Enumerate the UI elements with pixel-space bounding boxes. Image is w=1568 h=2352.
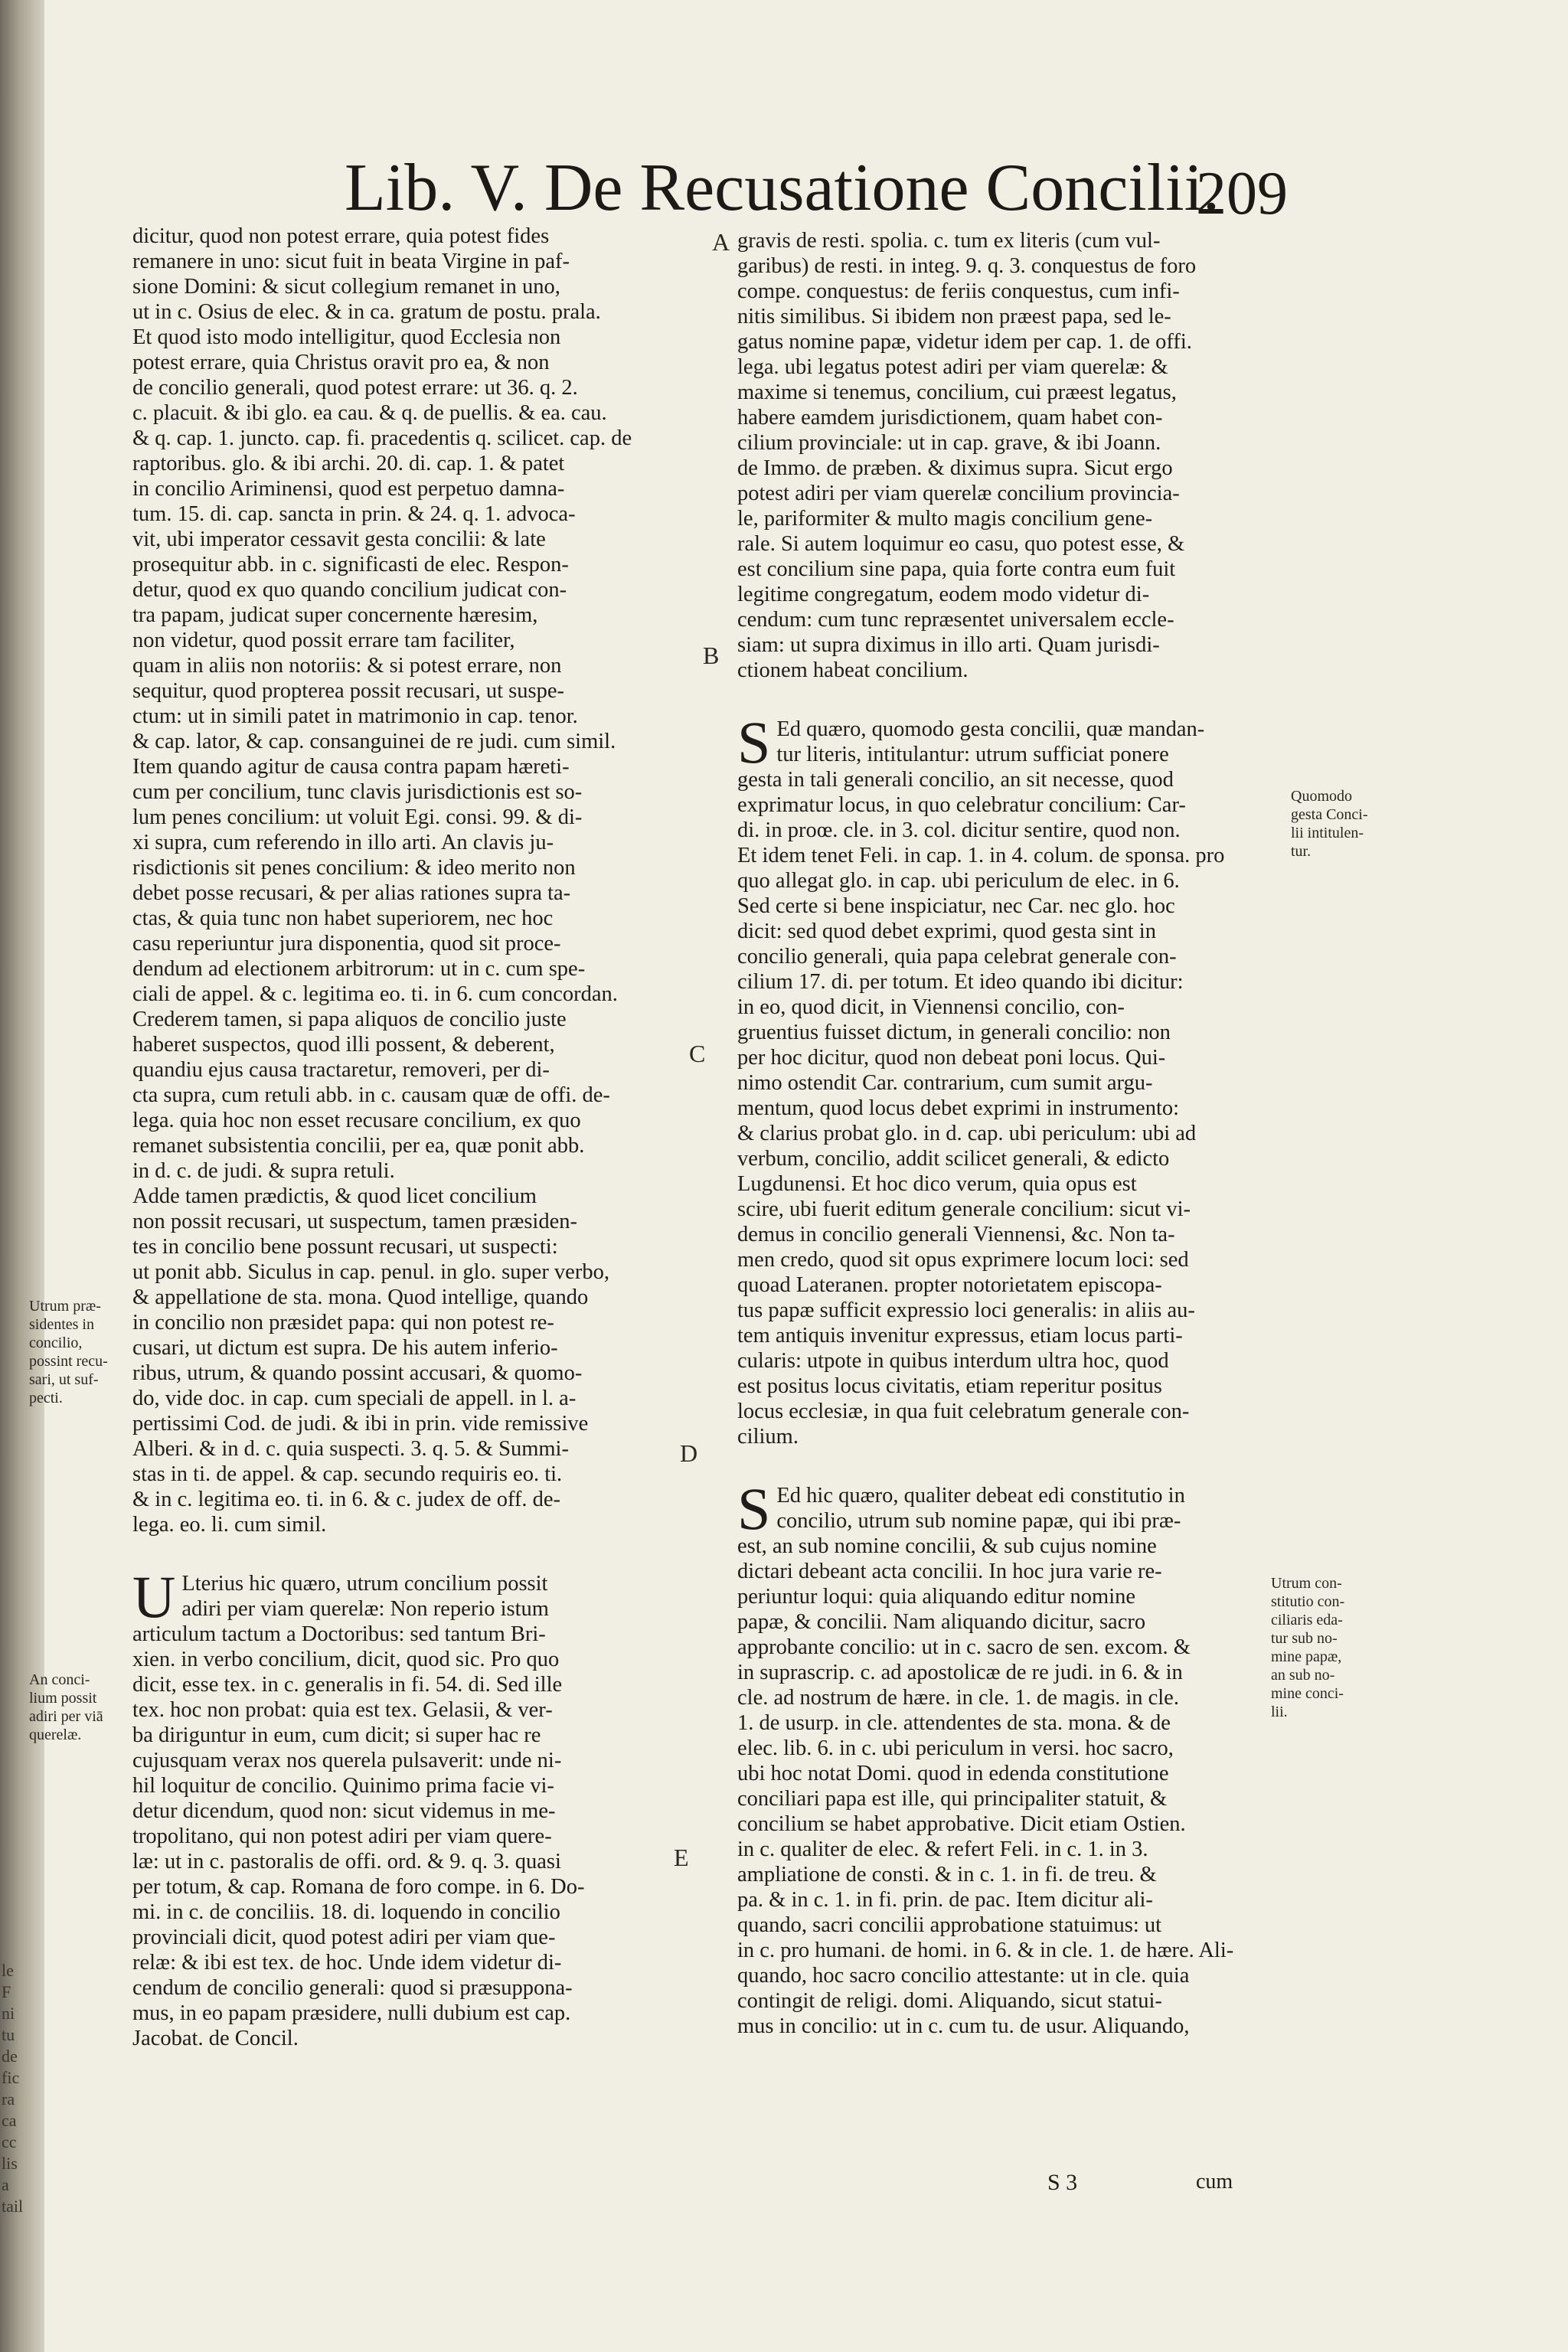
text-line: tex. hoc non probat: quia est tex. Gelasii, & ver- [132,1698,553,1722]
gutter-fragment: le [2,1961,14,1980]
text-line: pa. & in c. 1. in fi. prin. de pac. Item dicitur ali- [737,1888,1153,1912]
text-line: dendum ad electionem arbitrorum: ut in c. cum spe- [132,957,586,981]
text-line: locus ecclesiæ, in qua fuit celebratum generale con- [737,1400,1190,1423]
text-line: casu reperiuntur jura disponentia, quod sit proce- [132,932,561,956]
margin-note-line: Utrum præ- [29,1298,101,1315]
text-line: Adde tamen prædictis, & quod licet concilium [132,1184,537,1208]
text-line: lega. quia hoc non esset recusare concilium, ex quo [132,1109,581,1132]
margin-note-line: lii intitulen- [1291,825,1364,841]
left-column-paragraph-2 [132,1563,733,2051]
gutter-fragment: ca [2,2111,17,2130]
section-letter-e: E [674,1844,689,1871]
text-line: risdictionis sit penes concilium: & ideo merito non [132,856,576,880]
signature-mark: S 3 [1047,2170,1078,2195]
text-line: remanet subsistentia concilii, per ea, quæ ponit abb. [132,1134,585,1158]
text-line: Jacobat. de Concil. [132,2027,299,2050]
text-line: debet posse recusari, & per alias rationes supra ta- [132,881,571,905]
text-line: cilium. [737,1425,799,1449]
gutter-text-fragments [2,1960,24,2217]
right-column-paragraph-3 [737,1475,1327,2039]
gutter-fragment: de [2,2047,18,2066]
section-letter-a: A [712,228,730,256]
right-column-paragraph-2 [737,709,1327,1449]
text-line: conciliari papa est ille, qui principaliter statuit, & [737,1787,1168,1811]
margin-note-utrum-praesidentes [29,1297,108,1407]
text-line: in eo, quod dicit, in Viennensi concilio, con- [737,995,1125,1019]
text-line: Et quod isto modo intelligitur, quod Ecclesia non [132,325,561,349]
drop-cap: U [132,1563,176,1630]
text-line: dicit: sed quod debet exprimi, quod gesta sint in [737,920,1156,943]
text-line: per totum, & cap. Romana de foro compe. in 6. Do- [132,1875,585,1899]
text-line: læ: ut in c. pastoralis de offi. ord. & 9. q. 3. quasi [132,1850,561,1873]
gutter-fragment: lis [2,2154,18,2173]
text-line: remanere in uno: sicut fuit in beata Virgine in paf- [132,250,570,273]
text-line: concilio, utrum sub nomine papæ, qui ibi præ- [776,1509,1181,1533]
margin-note-line: pecti. [29,1390,63,1406]
text-line: quandiu ejus causa tractaretur, removeri, per di- [132,1058,550,1082]
text-line: dictari debeant acta concilii. In hoc jura varie re- [737,1560,1162,1583]
book-page [29,0,1568,2352]
margin-note-line: sari, ut suf- [29,1371,99,1388]
text-line: quando, sacri concilii approbatione statuimus: ut [737,1913,1162,1937]
page-number: 209 [1196,160,1288,227]
text-line: de concilio generali, quod potest errare: ut 36. q. 2. [132,376,578,400]
text-line: tum. 15. di. cap. sancta in prin. & 24. q. 1. advoca- [132,502,576,526]
margin-note-line: ciliaris eda- [1271,1612,1343,1628]
text-line: per hoc dicitur, quod non debeat poni locus. Qui- [737,1046,1166,1070]
section-letter-d: D [680,1439,698,1467]
text-line: non videtur, quod possit errare tam faciliter, [132,629,515,652]
text-line: ampliatione de consti. & in c. 1. in fi. de treu. & [737,1863,1157,1886]
text-line: & clarius probat glo. in d. cap. ubi periculum: ubi ad [737,1122,1197,1145]
text-line: garibus) de resti. in integ. 9. q. 3. conquestus de foro [737,254,1197,278]
text-line: le, pariformiter & multo magis concilium gene- [737,507,1153,531]
text-line: cilium 17. di. per totum. Et ideo quando ibi dicitur: [737,970,1184,994]
gutter-fragment: a [2,2175,9,2194]
text-line: detur, quod ex quo quando concilium judicat con- [132,578,567,602]
margin-note-an-concilium [29,1671,103,1744]
margin-note-line: querelæ. [29,1726,82,1743]
gutter-fragment: cc [2,2132,17,2151]
text-line: quando, hoc sacro concilio attestante: ut in cle. quia [737,1964,1190,1988]
text-line: ciali de appel. & c. legitima eo. ti. in 6. cum concordan. [132,982,618,1006]
text-line: Crederem tamen, si papa aliquos de concilio juste [132,1008,567,1031]
text-line: ba diriguntur in eum, cum dicit; si super hac re [132,1723,541,1747]
text-line: tes in concilio bene possunt recusari, ut suspecti: [132,1235,558,1259]
text-line: mentum, quod locus debet exprimi in instrumento: [737,1096,1180,1120]
text-line: detur dicendum, quod non: sicut videmus in me- [132,1799,556,1823]
text-line: dicit, esse tex. in c. generalis in fi. 54. di. Sed ille [132,1673,563,1697]
text-line: in suprascrip. c. ad apostolicæ de re judi. in 6. & in [737,1661,1183,1684]
right-column-paragraph-1 [737,228,1327,683]
text-line: sequitur, quod propterea possit recusari, ut suspe- [132,679,564,703]
text-line: Ed quæro, quomodo gesta concilii, quæ mandan- [776,717,1205,741]
text-line: c. placuit. & ibi glo. ea cau. & q. de puellis. & ea. cau. [132,401,607,425]
text-line: vit, ubi imperator cessavit gesta concilii: & late [132,528,546,551]
margin-note-line: adiri per viā [29,1708,103,1725]
text-line: compe. conquestus: de feriis conquestus, cum infi- [737,279,1180,303]
text-line: papæ, & concilii. Nam aliquando dicitur, sacro [737,1610,1146,1634]
text-line: cum per concilium, tunc clavis jurisdictionis est so- [132,780,583,804]
text-line: siam: ut supra diximus in illo arti. Quam jurisdi- [737,633,1160,657]
text-line: quam in aliis non notoriis: & si potest errare, non [132,654,562,678]
text-line: approbante concilio: ut in c. sacro de sen. excom. & [737,1635,1191,1659]
page-header-title: Lib. V. De Recusatione Concilii. [345,151,1220,225]
text-line: tus papæ sufficit expressio loci generalis: in aliis au- [737,1298,1195,1322]
gutter-fragment: F [2,1982,11,2001]
text-line: in c. qualiter de elec. & refert Feli. in c. 1. in 3. [737,1838,1148,1861]
text-line: est, an sub nomine concilii, & sub cujus nomine [737,1534,1157,1558]
gutter-fragment: ra [2,2089,15,2109]
margin-note-line: gesta Conci- [1291,806,1368,823]
margin-note-line: concilio, [29,1334,83,1351]
text-line: & appellatione de sta. mona. Quod intellige, quando [132,1285,589,1309]
text-line: Item quando agitur de causa contra papam hæreti- [132,755,570,779]
text-line: Et idem tenet Feli. in cap. 1. in 4. colum. de sponsa. pro [737,844,1225,867]
text-line: stas in ti. de appel. & cap. secundo requiris eo. ti. [132,1462,563,1486]
text-line: gruentius fuisset dictum, in generali concilio: non [737,1021,1171,1044]
left-column-paragraph-1 [132,224,733,1537]
text-line: & cap. lator, & cap. consanguinei de re judi. cum simil. [132,730,616,753]
text-line: & in c. legitima eo. ti. in 6. & c. judex de off. de- [132,1488,561,1511]
text-line: scire, ubi fuerit editum generale concilium: sicut vi- [737,1197,1191,1221]
text-line: concilio generali, quia papa celebrat generale con- [737,945,1177,969]
text-line: mus in concilio: ut in c. cum tu. de usur. Aliquando, [737,2014,1190,2038]
text-line: de Immo. de præben. & diximus supra. Sicut ergo [737,456,1173,480]
text-line: cujusquam verax nos querela pulsaverit: unde ni- [132,1749,562,1772]
right-column [737,228,1327,2039]
text-line: quoad Lateranen. propter notorietatem episcopa- [737,1273,1162,1297]
margin-note-line: mine papæ, [1271,1648,1342,1665]
text-line: ut in c. Osius de elec. & in ca. gratum de postu. prala. [132,300,601,324]
catchword: cum [1196,2170,1233,2194]
text-line: non possit recusari, ut suspectum, tamen præsiden- [132,1210,577,1233]
text-line: in d. c. de judi. & supra retuli. [132,1159,395,1183]
margin-note-line: An conci- [29,1671,90,1688]
binding-gutter [0,0,44,2352]
paragraph-gap [737,683,1327,717]
text-line: ubi hoc notat Domi. quod in edenda constitutione [737,1762,1169,1785]
text-line: cendum de concilio generali: quod si præsuppona- [132,1976,573,2000]
section-letter-c: C [689,1040,706,1067]
text-line: quo allegat glo. in cap. ubi periculum de elec. in 6. [737,869,1180,893]
text-line: ribus, utrum, & quando possint accusari, & quomo- [132,1361,583,1385]
text-line: sione Domini: & sicut collegium remanet in uno, [132,275,560,299]
text-line: verbum, concilio, addit scilicet generali, & edicto [737,1147,1170,1171]
text-line: legitime congregatum, eodem modo videtur di- [737,583,1150,606]
margin-note-line: an sub no- [1271,1667,1335,1684]
margin-note-line: stitutio con- [1271,1593,1345,1610]
text-line: exprimatur locus, in quo celebratur concilium: Car- [737,793,1186,817]
text-line: Alberi. & in d. c. quia suspecti. 3. q. 5. & Summi- [132,1437,569,1461]
text-line: xi supra, cum referendo in illo arti. An clavis ju- [132,831,554,854]
text-line: xien. in verbo concilium, dicit, quod sic. Pro quo [132,1648,560,1671]
drop-cap: S [737,1475,771,1542]
gutter-fragment: ni [2,2004,15,2023]
gutter-fragment: tu [2,2025,15,2044]
text-line: 1. de usurp. in cle. attendentes de sta. mona. & de [737,1711,1171,1735]
gutter-fragment: fic [2,2068,20,2087]
gutter-fragment: tail [2,2197,24,2216]
text-line: nimo ostendit Car. contrarium, cum sumit argu- [737,1071,1153,1095]
text-line: potest adiri per viam querelæ concilium provincia- [737,482,1180,505]
text-line: cusari, ut dictum est supra. De his autem inferio- [132,1336,558,1360]
text-line: nitis similibus. Si ibidem non præest papa, sed le- [737,305,1171,328]
margin-note-line: tur. [1291,843,1312,860]
text-line: lega. eo. li. cum simil. [132,1513,327,1537]
text-line: tem antiquis invenitur expressus, etiam locus parti- [737,1324,1183,1348]
text-line: est positus locus civitatis, etiam reperitur positus [737,1374,1162,1398]
text-line: habere eamdem jurisdictionem, quam habet con- [737,406,1163,430]
text-line: mus, in eo papam præsidere, nulli dubium est cap. [132,2001,571,2025]
text-line: est concilium sine papa, quia forte contra eum fuit [737,557,1176,581]
text-line: relæ: & ibi est tex. de hoc. Unde idem videtur di- [132,1951,562,1975]
text-line: Ed hic quæro, qualiter debeat edi constitutio in [776,1484,1185,1508]
text-line: gesta in tali generali concilio, an sit necesse, quod [737,768,1174,792]
text-line: contingit de religi. domi. Aliquando, sicut statui- [737,1989,1162,2013]
text-line: pertissimi Cod. de judi. & ibi in prin. vide remissive [132,1412,589,1436]
text-line: cta supra, cum retuli abb. in c. causam quæ de offi. de- [132,1083,610,1107]
paragraph-gap [132,1537,733,1571]
text-line: prosequitur abb. in c. significasti de elec. Respon- [132,553,569,577]
margin-note-line: mine conci- [1271,1685,1344,1702]
text-line: cilium provinciale: ut in cap. grave, & ibi Joann. [737,431,1161,455]
margin-note-line: tur sub no- [1271,1630,1338,1647]
text-line: articulum tactum a Doctoribus: sed tantum Bri- [132,1622,546,1646]
margin-note-quomodo [1291,787,1368,861]
text-line: ctionem habeat concilium. [737,658,969,682]
text-line: tropolitano, qui non potest adiri per viam querе- [132,1824,552,1848]
text-line: do, vide doc. in cap. cum speciali de appell. in l. a- [132,1387,577,1410]
text-line: in concilio non præsidet papa: qui non potest re- [132,1311,554,1334]
text-line: in concilio Ariminensi, quod est perpetuo damna- [132,477,565,501]
text-line: in c. pro humani. de homi. in 6. & in cle. 1. de hære. Ali- [737,1939,1234,1962]
text-line: Sed certe si bene inspiciatur, nec Car. nec glo. hoc [737,894,1175,918]
section-letter-b: B [703,642,720,669]
text-line: cle. ad nostrum de hære. in cle. 1. de magis. in cle. [737,1686,1179,1710]
text-line: & q. cap. 1. juncto. cap. fi. pracedentis q. scilicet. cap. de [132,426,632,450]
text-line: lum penes concilium: ut voluit Egi. consi. 99. & di- [132,805,583,829]
text-line: cularis: utpote in quibus interdum ultra hoc, quod [737,1349,1169,1373]
text-line: tra papam, judicat super concernente hæresim, [132,603,538,627]
text-line: gravis de resti. spolia. c. tum ex literis (cum vul- [737,229,1161,253]
margin-note-line: lii. [1271,1704,1288,1720]
text-line: cendum: cum tunc repræsentet universalem eccle- [737,608,1174,632]
text-line: haberet suspectos, quod illi possent, & deberent, [132,1033,555,1057]
text-line: lega. ubi legatus potest adiri per viam querelæ: & [737,355,1168,379]
paragraph-gap [737,1449,1327,1483]
text-line: tur literis, intitulantur: utrum sufficiat ponere [776,743,1169,766]
margin-note-line: possint recu- [29,1353,108,1370]
text-line: di. in proœ. cle. in 3. col. dicitur sentire, quod non. [737,818,1181,842]
text-line: Lterius hic quæro, utrum concilium possit [181,1572,548,1596]
text-line: raptoribus. glo. & ibi archi. 20. di. cap. 1. & patet [132,452,565,475]
text-line: dicitur, quod non potest errare, quia potest fides [132,224,550,248]
text-line: adiri per viam querelæ: Non reperio istum [181,1597,549,1621]
text-line: ctas, & quia tunc non habet superiorem, nec hoc [132,906,554,930]
margin-note-line: Utrum con- [1271,1575,1342,1592]
text-line: demus in concilio generali Viennensi, &c. Non ta- [737,1223,1175,1246]
text-line: men credo, quod sit opus exprimere locum loci: sed [737,1248,1189,1272]
text-line: gatus nomine papæ, videtur idem per cap. 1. de offi. [737,330,1192,354]
left-column [132,224,733,2051]
text-line: hil loquitur de concilio. Quinimo prima facie vi- [132,1774,554,1798]
text-line: ut ponit abb. Siculus in cap. penul. in glo. super verbo, [132,1260,609,1284]
text-line: ctum: ut in simili patet in matrimonio in cap. tenor. [132,704,578,728]
text-line: Lugdunensi. Et hoc dico verum, quia opus est [737,1172,1137,1196]
text-line: periuntur loqui: quia aliquando editur nomine [737,1585,1136,1609]
text-line: mi. in c. de conciliis. 18. di. loquendo in concilio [132,1900,560,1924]
text-line: concilium se habet approbative. Dicit etiam Ostien. [737,1812,1186,1836]
text-line: provinciali dicit, quod potest adiri per viam que- [132,1926,556,1949]
text-line: maxime si tenemus, concilium, cui præest legatus, [737,381,1177,404]
text-line: rale. Si autem loquimur eo casu, quo potest esse, & [737,532,1185,556]
margin-note-line: Quomodo [1291,788,1352,805]
text-line: potest errare, quia Christus oravit pro ea, & non [132,351,550,374]
margin-note-line: sidentes in [29,1316,94,1333]
margin-note-utrum-constitutio [1271,1574,1344,1721]
margin-note-line: lium possit [29,1690,97,1707]
text-line: elec. lib. 6. in c. ubi periculum in versi. hoc sacro, [737,1736,1174,1760]
drop-cap: S [737,709,771,776]
